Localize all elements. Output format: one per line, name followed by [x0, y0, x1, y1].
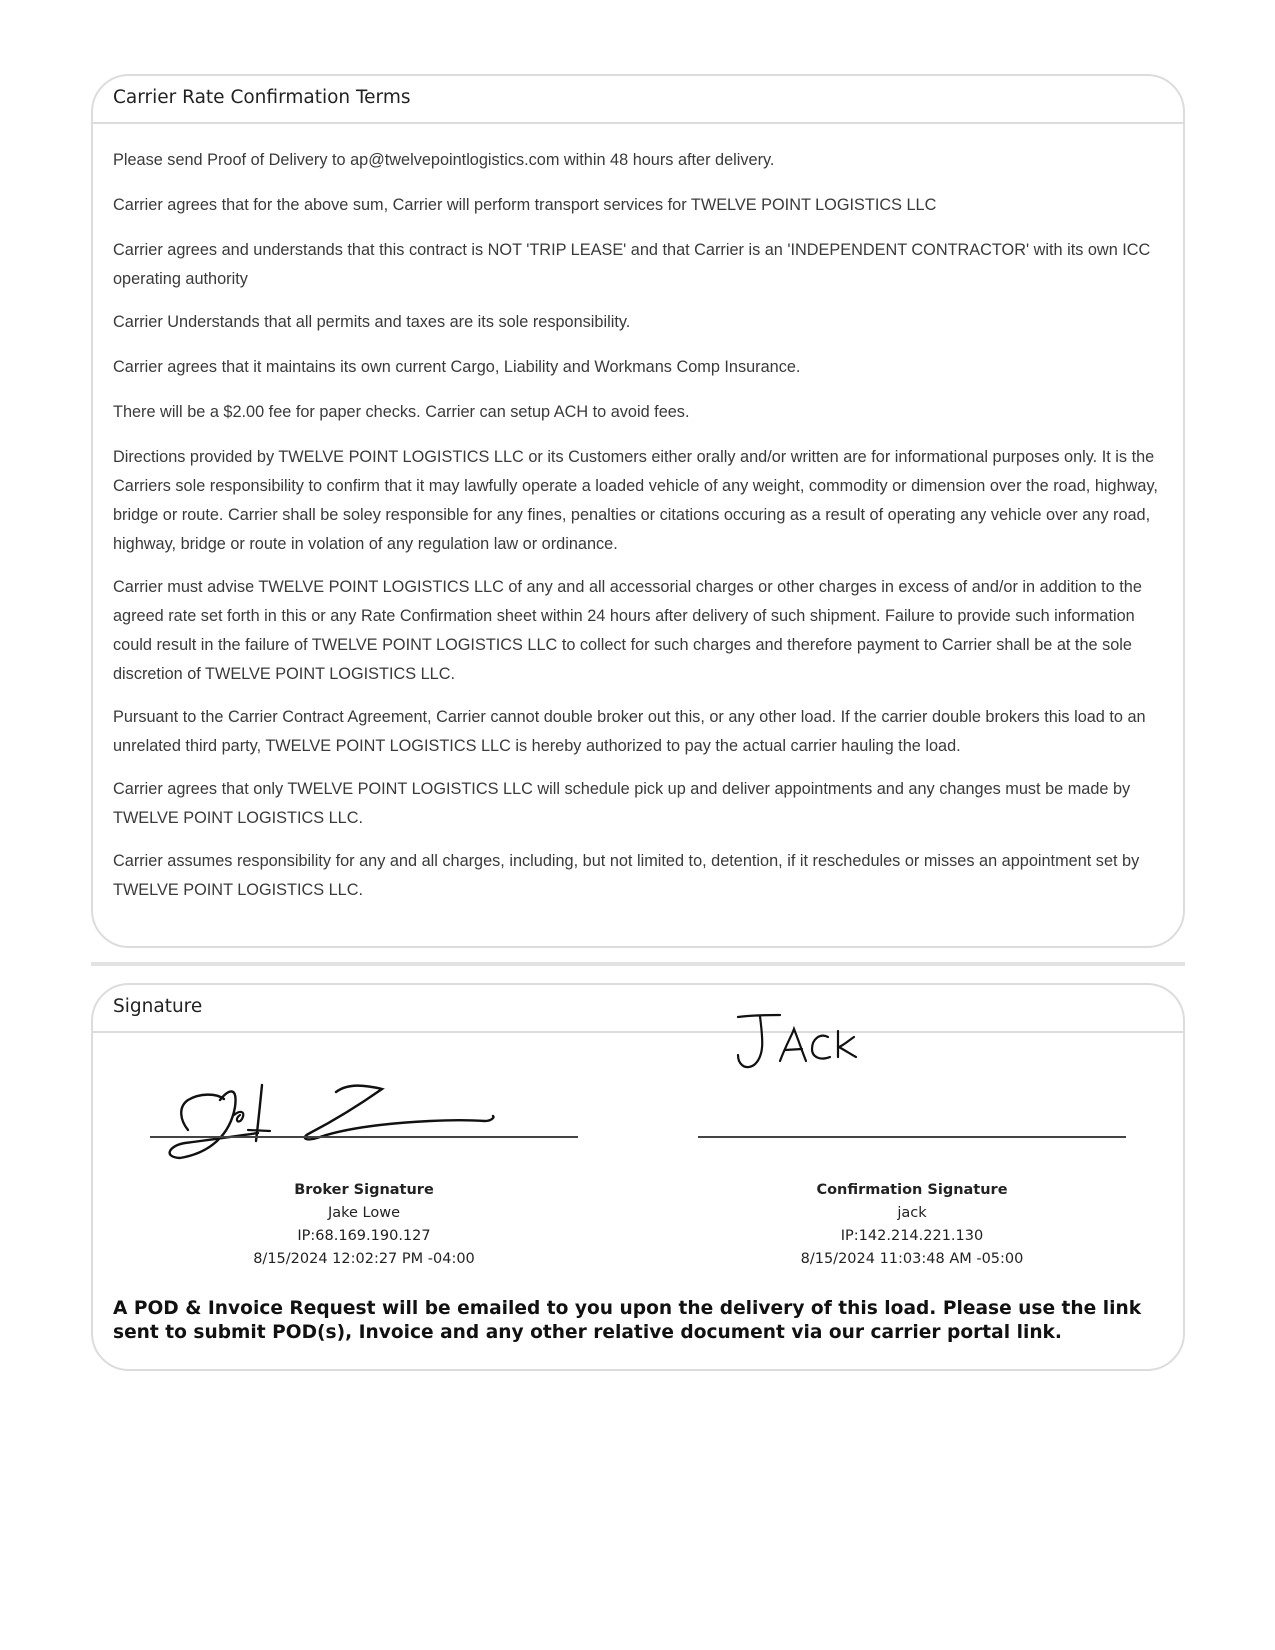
broker-signature-info — [150, 1179, 578, 1271]
confirmation-signature-image — [698, 1045, 1126, 1145]
terms-card — [91, 74, 1185, 948]
broker-timestamp: 8/15/2024 12:02:27 PM -04:00 — [253, 1251, 475, 1267]
terms-title: Carrier Rate Confirmation Terms — [93, 76, 1183, 124]
term-paper-check-fee: There will be a $2.00 fee for paper checks. Carrier can setup ACH to avoid fees. — [113, 403, 690, 421]
term-accessorial-charges: Carrier must advise TWELVE POINT LOGISTICS LLC of any and all accessorial charges or other charges in excess of and/or in addition to the agreed rate set forth in this or any Rate Confirmation sheet within 24 hours after delivery of such shipment. Failure to provide such information could result in the failure of TWELVE POINT LOGISTICS LLC to collect for such charges and therefore payment to Carrier shall be at the sole discretion of TWELVE POINT LOGISTICS LLC. — [113, 578, 1142, 683]
term-scheduling: Carrier agrees that only TWELVE POINT LOGISTICS LLC will schedule pick up and deliver appointments and any changes must be made by TWELVE POINT LOGISTICS LLC. — [113, 780, 1131, 827]
signature-card — [91, 983, 1185, 1371]
signature-title: Signature — [93, 985, 1183, 1033]
term-double-broker: Pursuant to the Carrier Contract Agreement, Carrier cannot double broker out this, or any other load. If the carrier double brokers this load to an unrelated third party, TWELVE POINT LOGISTICS LLC is hereby authorized to pay the actual carrier hauling the load. — [113, 708, 1146, 755]
confirmation-signature-label: Confirmation Signature — [816, 1182, 1008, 1198]
confirmation-signature-line — [698, 1136, 1126, 1138]
term-independent-contractor: Carrier agrees and understands that this contract is NOT 'TRIP LEASE' and that Carrier is an 'INDEPENDENT CONTRACTOR' with its own ICC operating authority — [113, 241, 1151, 288]
terms-body — [93, 124, 1183, 905]
broker-signature-line — [150, 1136, 578, 1138]
broker-ip: IP:68.169.190.127 — [297, 1228, 431, 1244]
broker-signature-image — [150, 1045, 578, 1145]
confirmation-signature-info — [698, 1179, 1126, 1271]
term-insurance: Carrier agrees that it maintains its own current Cargo, Liability and Workmans Comp Insurance. — [113, 358, 801, 376]
broker-name: Jake Lowe — [327, 1205, 401, 1221]
pod-invoice-note: A POD & Invoice Request will be emailed to you upon the delivery of this load. Please use the link sent to submit POD(s), Invoice and any other relative document via our carrier portal link. — [113, 1298, 1142, 1343]
confirmation-timestamp: 8/15/2024 11:03:48 AM -05:00 — [800, 1251, 1024, 1267]
term-proof-of-delivery: Please send Proof of Delivery to ap@twelvepointlogistics.com within 48 hours after delivery. — [113, 151, 775, 169]
confirmation-name: jack — [897, 1205, 927, 1221]
term-detention: Carrier assumes responsibility for any and all charges, including, but not limited to, detention, if it reschedules or misses an appointment set by TWELVE POINT LOGISTICS LLC. — [113, 852, 1140, 899]
section-divider — [91, 962, 1185, 966]
confirmation-signature-area — [698, 1045, 1126, 1145]
term-directions: Directions provided by TWELVE POINT LOGISTICS LLC or its Customers either orally and/or written are for informational purposes only. It is the Carriers sole responsibility to confirm that it may lawfully operate a loaded vehicle of any weight, commodity or dimension over the road, highway, bridge or route. Carrier shall be soley responsible for any fines, penalties or citations occuring as a result of operating any vehicle over any road, highway, bridge or route in volation of any regulation law or ordinance. — [113, 448, 1158, 553]
broker-signature-label: Broker Signature — [294, 1182, 434, 1198]
broker-signature-area — [150, 1045, 578, 1145]
term-transport-services: Carrier agrees that for the above sum, Carrier will perform transport services for TWELVE POINT LOGISTICS LLC — [113, 196, 937, 214]
confirmation-ip: IP:142.214.221.130 — [840, 1228, 984, 1244]
term-permits-taxes: Carrier Understands that all permits and taxes are its sole responsibility. — [113, 313, 631, 331]
